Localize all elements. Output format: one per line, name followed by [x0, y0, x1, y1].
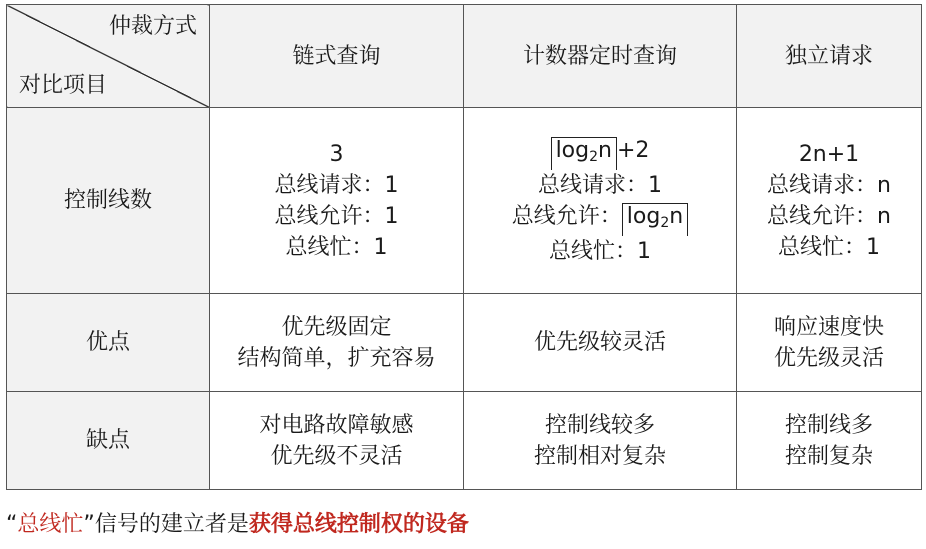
cell-independent-disadvantages [737, 392, 922, 490]
cell-chain-control-lines [210, 108, 464, 294]
table-row [7, 108, 922, 294]
note-middle: 信号的建立者是 [94, 512, 249, 537]
column-header-independent: 独立请求 [737, 5, 922, 108]
note-term: 总线忙 [17, 512, 84, 537]
open-quote: “ [6, 512, 18, 537]
cell-line: 对电路故障敏感 [259, 412, 414, 438]
cell-line: 总线请求：n [767, 172, 891, 198]
table-row [7, 392, 922, 490]
ceil-log-formula [464, 135, 736, 170]
cell-counter-control-lines [464, 108, 737, 294]
comparison-table [6, 4, 922, 490]
cell-independent-control-lines [737, 108, 922, 294]
cell-line: 总线忙：1 [778, 234, 880, 260]
row-header-control-lines: 控制线数 [7, 108, 210, 294]
corner-top-label: 仲裁方式 [108, 14, 197, 39]
cell-line: 总线允许：n [767, 203, 891, 229]
cell-counter-advantages [464, 294, 737, 392]
cell-line: 优先级灵活 [773, 345, 884, 371]
cell-line: 优先级较灵活 [533, 330, 666, 355]
cell-chain-advantages [210, 294, 464, 392]
log-arg: n [669, 203, 684, 229]
cell-line: 2n+1 [798, 141, 860, 167]
column-header-counter: 计数器定时查询 [464, 5, 737, 108]
cell-line: 控制复杂 [784, 443, 873, 469]
cell-chain-disadvantages [210, 392, 464, 490]
cell-line: 控制线较多 [544, 412, 655, 438]
log-text: log [626, 203, 661, 229]
log-arg: n [598, 137, 612, 163]
footnote [6, 507, 469, 538]
row-header-advantages: 优点 [7, 294, 210, 392]
cell-line: 总线忙：1 [549, 238, 651, 264]
cell-line: 优先级固定 [281, 314, 392, 340]
cell-counter-disadvantages [464, 392, 737, 490]
cell-line: 3 [329, 141, 344, 167]
cell-line: 响应速度快 [773, 314, 884, 340]
bus-grant-line [464, 201, 736, 236]
cell-line: 控制相对复杂 [533, 443, 666, 469]
cell-line: 总线忙：1 [285, 234, 388, 260]
cell-line: 总线请求：1 [538, 172, 662, 198]
cell-line: 总线允许：1 [274, 203, 399, 229]
log-base: 2 [589, 148, 599, 165]
cell-independent-advantages [737, 294, 922, 392]
ceiling-bracket [551, 137, 617, 170]
cell-line: 总线请求：1 [274, 172, 399, 198]
header-row [7, 5, 922, 108]
column-header-chain: 链式查询 [210, 5, 464, 108]
close-quote: ” [83, 512, 95, 537]
corner-cell [7, 5, 210, 108]
log-text: log [555, 137, 590, 163]
corner-bottom-label: 对比项目 [19, 73, 108, 98]
note-answer: 获得总线控制权的设备 [248, 512, 469, 537]
table-row [7, 294, 922, 392]
log-base: 2 [660, 214, 670, 231]
bus-grant-prefix: 总线允许： [511, 203, 622, 229]
ceiling-bracket [622, 203, 688, 236]
cell-line: 结构简单，扩充容易 [237, 345, 436, 371]
row-header-disadvantages: 缺点 [7, 392, 210, 490]
cell-line: 控制线多 [784, 412, 873, 438]
plus-two: +2 [616, 137, 650, 163]
cell-line: 优先级不灵活 [270, 443, 403, 469]
